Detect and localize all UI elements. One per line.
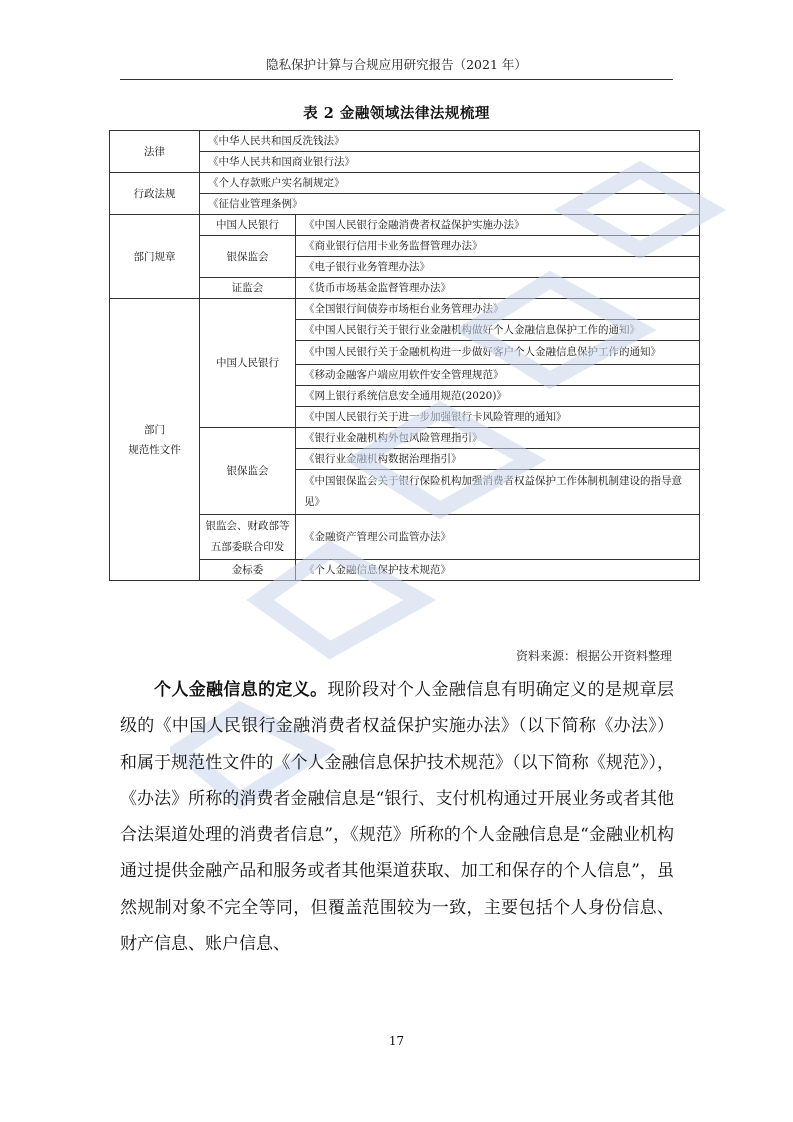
doc-cell: 《中华人民共和国商业银行法》 (200, 152, 700, 173)
doc-cell: 《银行业金融机构外包风险管理指引》 (296, 428, 700, 449)
table-source-note: 资料来源：根据公开资料整理 (515, 649, 672, 663)
doc-cell: 《网上银行系统信息安全通用规范(2020)》 (296, 386, 700, 407)
category-cell-law: 法律 (110, 131, 200, 173)
paragraph-body: 现阶段对个人金融信息有明确定义的是规章层级的《中国人民银行金融消费者权益保护实施办法》（以下简称《办法》）和属于规范性文件的《个人金融信息保护技术规范》（以下简称《规范》），《办法》所称的消费者金融信息是“银行、支付机构通过开展业务或者其他合法渠道处理的消费者信息”，《规范》所称的个人金融信息是“金融业机构通过提供金融产品和服务或者其他渠道获取、加工和保存的个人信息”，虽然规制对象不完全等同，但覆盖范围较为一致，主要包括个人身份信息、财产信息、账户信息、 (120, 680, 675, 955)
doc-cell: 《金融资产管理公司监管办法》 (296, 515, 700, 560)
doc-cell: 《中国人民银行金融消费者权益保护实施办法》 (296, 215, 700, 236)
doc-cell: 《中国银保监会关于银行保险机构加强消费者权益保护工作体制机制建设的指导意见》 (296, 470, 700, 515)
doc-cell: 《银行业金融机构数据治理指引》 (296, 449, 700, 470)
running-header: 隐私保护计算与合规应用研究报告（2021 年） (266, 57, 527, 72)
issuer-cell: 中国人民银行 (200, 215, 296, 236)
table-row (110, 131, 700, 152)
page-number: 17 (388, 1034, 405, 1048)
doc-cell: 《中国人民银行关于金融机构进一步做好客户个人金融信息保护工作的通知》 (296, 341, 700, 365)
table-caption: 表 2 金融领域法律法规梳理 (303, 105, 490, 122)
doc-cell: 《电子银行业务管理办法》 (296, 257, 700, 278)
paragraph-lead: 个人金融信息的定义。 (154, 680, 328, 700)
laws-table (109, 130, 700, 581)
table-row (110, 215, 700, 236)
category-cell-admin: 行政法规 (110, 173, 200, 215)
doc-cell: 《商业银行信用卡业务监督管理办法》 (296, 236, 700, 257)
body-paragraph (120, 672, 674, 962)
doc-cell: 《中华人民共和国反洗钱法》 (200, 131, 700, 152)
issuer-cell: 银监会、财政部等五部委联合印发 (200, 515, 296, 560)
header-divider (120, 79, 673, 80)
issuer-cell: 银保监会 (200, 236, 296, 278)
doc-cell: 《移动金融客户端应用软件安全管理规范》 (296, 365, 700, 386)
category-cell-dept-rules: 部门规章 (110, 215, 200, 299)
table-row (110, 299, 700, 320)
doc-cell: 《个人金融信息保护技术规范》 (296, 560, 700, 581)
category-cell-dept-docs: 部门 规范性文件 (110, 299, 200, 581)
issuer-cell: 证监会 (200, 278, 296, 299)
table-row (110, 173, 700, 194)
issuer-cell: 银保监会 (200, 428, 296, 515)
doc-cell: 《货币市场基金监督管理办法》 (296, 278, 700, 299)
doc-cell: 《征信业管理条例》 (200, 194, 700, 215)
issuer-cell: 金标委 (200, 560, 296, 581)
doc-cell: 《个人存款账户实名制规定》 (200, 173, 700, 194)
doc-cell: 《中国人民银行关于银行业金融机构做好个人金融信息保护工作的通知》 (296, 320, 700, 341)
doc-cell: 《中国人民银行关于进一步加强银行卡风险管理的通知》 (296, 407, 700, 428)
doc-cell: 《全国银行间债券市场柜台业务管理办法》 (296, 299, 700, 320)
issuer-cell: 中国人民银行 (200, 299, 296, 428)
